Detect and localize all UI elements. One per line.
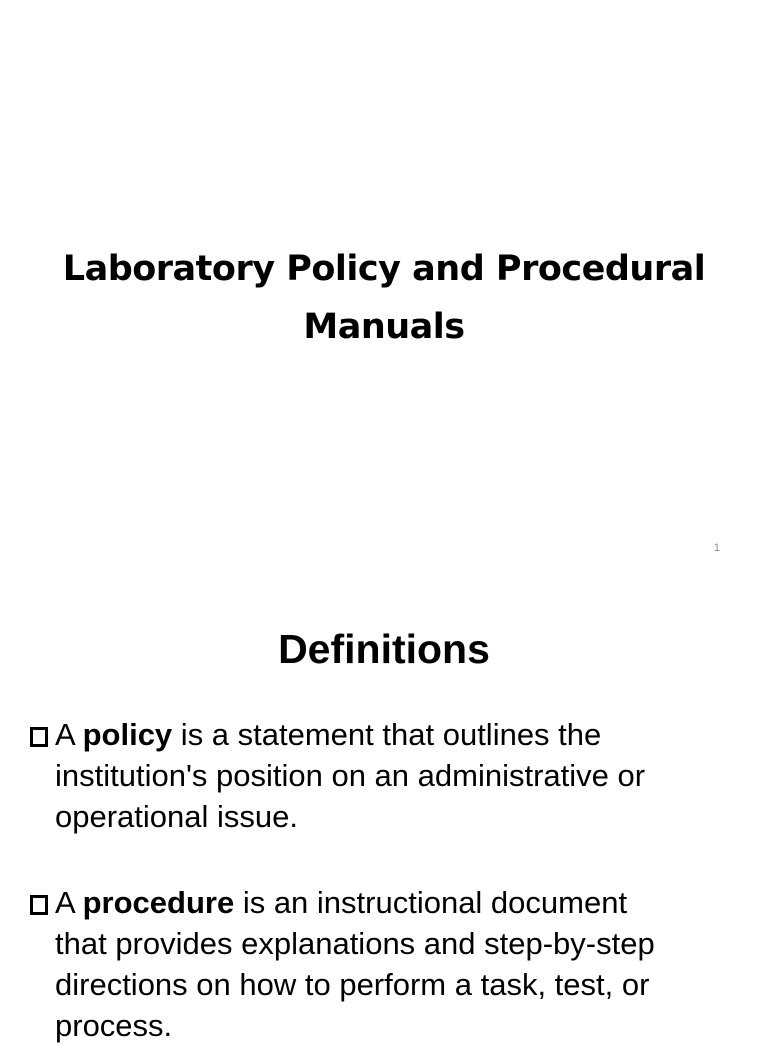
bullet-text: is a statement that outlines the bbox=[172, 717, 602, 752]
bullet-line bbox=[30, 882, 730, 923]
checkbox-bullet-icon bbox=[30, 727, 48, 747]
bullet-line: process. bbox=[55, 1008, 173, 1043]
title-line-1: Laboratory Policy and Procedural bbox=[62, 249, 706, 289]
bullet-line: operational issue. bbox=[55, 799, 298, 834]
bullet-text: is an instructional document bbox=[234, 885, 628, 920]
slide-title bbox=[0, 240, 768, 356]
bullet-line: that provides explanations and step-by-step bbox=[55, 926, 655, 961]
section-heading: Definitions bbox=[278, 626, 490, 672]
bullet-line: directions on how to perform a task, test, or bbox=[55, 967, 650, 1002]
definitions-slide bbox=[0, 576, 768, 1043]
slide-number: 1 bbox=[713, 542, 720, 554]
bullet-line: institution's position on an administrative or bbox=[55, 758, 646, 793]
bullet-procedure bbox=[30, 882, 730, 1046]
term-procedure: procedure bbox=[82, 885, 235, 920]
term-policy: policy bbox=[82, 717, 173, 752]
title-line-2: Manuals bbox=[303, 307, 465, 347]
bullet-policy bbox=[30, 714, 730, 837]
bullet-prefix: A bbox=[55, 717, 83, 752]
bullet-line bbox=[30, 714, 730, 755]
checkbox-bullet-icon bbox=[30, 895, 48, 915]
bullet-prefix: A bbox=[55, 885, 83, 920]
